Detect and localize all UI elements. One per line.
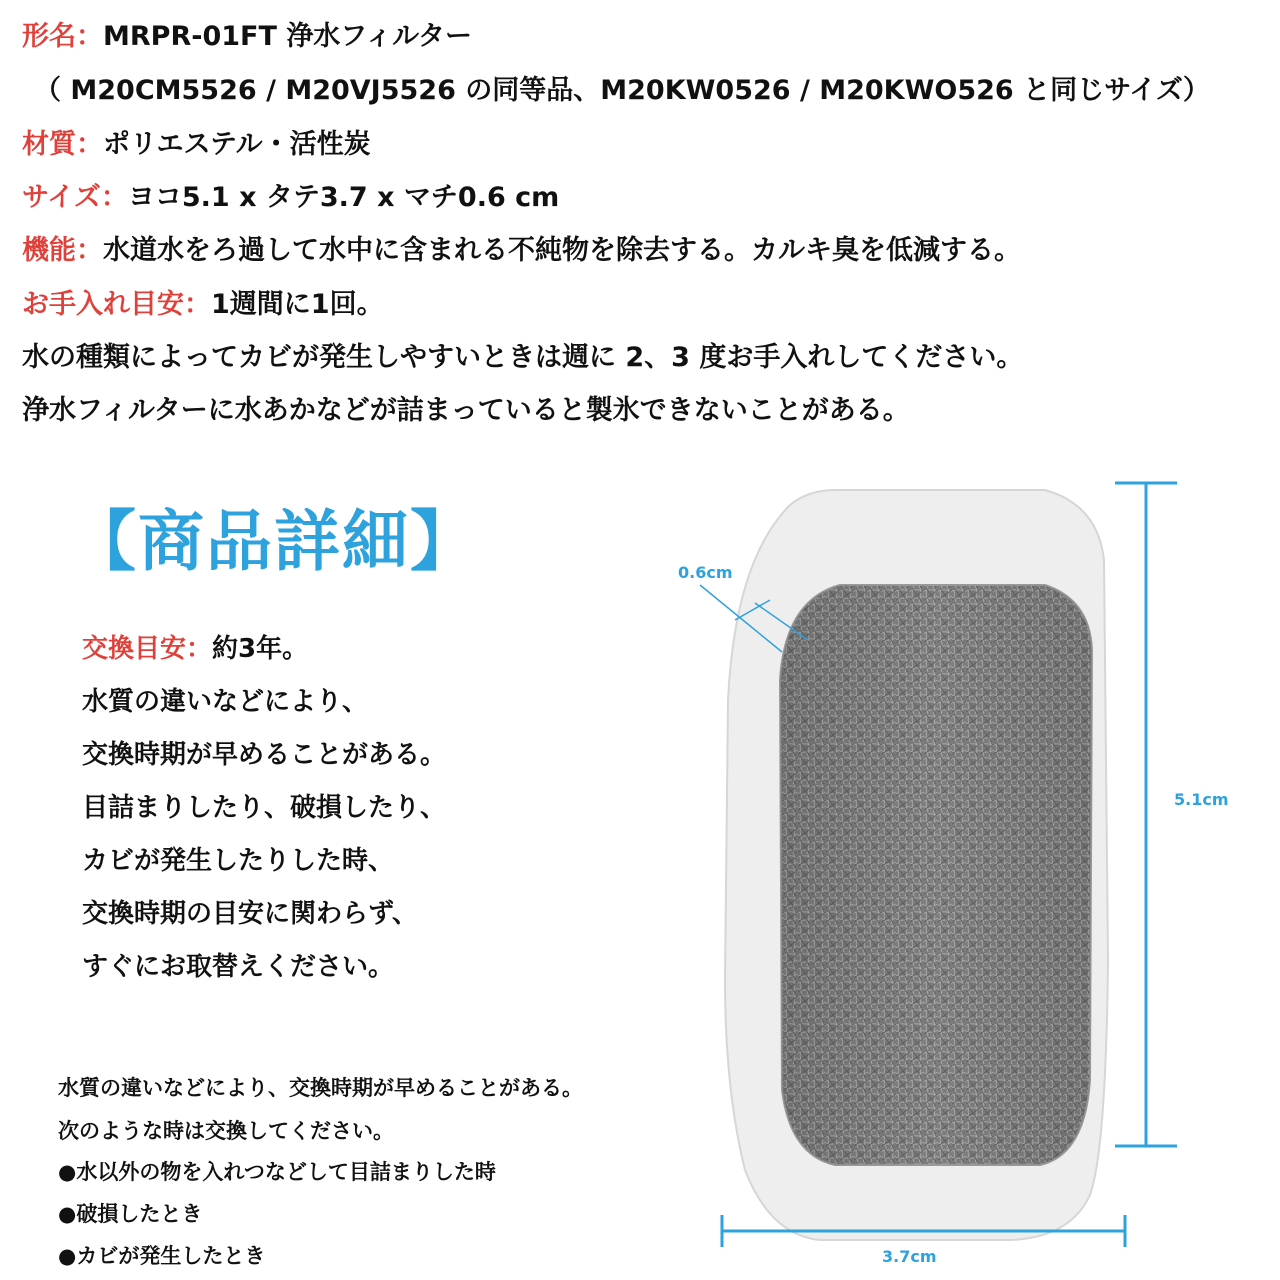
height-dimension-line <box>1115 483 1177 1146</box>
detail-line: 交換時期が早めることがある。 <box>82 740 447 770</box>
depth-label: 0.6cm <box>678 563 733 582</box>
spec-model-value: MRPR-01FT 浄水フィルター <box>103 21 473 52</box>
spec-size-value: ヨコ5.1 x タテ3.7 x マチ0.6 cm <box>127 182 560 213</box>
replace-label: 交換目安： <box>82 634 213 664</box>
care-line-2: 水の種類によってカビが発生しやすいときは週に 2、3 度お手入れしてください。 <box>22 342 1024 373</box>
spec-model-label: 形名： <box>22 21 103 52</box>
detail-line: 目詰まりしたり、破損したり、 <box>82 793 447 823</box>
note-line: ●水以外の物を入れつなどして目詰まりした時 <box>58 1160 496 1184</box>
detail-line: 水質の違いなどにより、 <box>82 687 369 717</box>
spec-compat-value: （ M20CM5526 / M20VJ5526 の同等品、M20KW0526 / M20KWO526 と同じサイズ） <box>34 75 1210 106</box>
replace-value: 約3年。 <box>212 634 309 664</box>
note-line: ●破損したとき <box>58 1202 203 1226</box>
width-label: 3.7cm <box>882 1247 937 1266</box>
note-line: 次のような時は交換してください。 <box>58 1119 394 1143</box>
spec-material-value: ポリエステル・活性炭 <box>103 129 371 160</box>
spec-function-label: 機能： <box>22 235 103 266</box>
note-line: ●カビが発生したとき <box>58 1244 266 1268</box>
spec-function-value: 水道水をろ過して水中に含まれる不純物を除去する。カルキ臭を低減する。 <box>103 235 1021 266</box>
care-line-3: 浄水フィルターに水あかなどが詰まっていると製氷できないことがある。 <box>22 395 910 426</box>
section-title-details: 【商品詳細】 <box>70 503 478 580</box>
detail-line: 交換時期の目安に関わらず、 <box>82 899 418 929</box>
spec-care-value: 1週間に1回。 <box>211 289 384 320</box>
detail-line: すぐにお取替えください。 <box>82 952 395 982</box>
spec-size-label: サイズ： <box>22 182 128 213</box>
note-line: 水質の違いなどにより、交換時期が早めることがある。 <box>58 1076 583 1100</box>
detail-line: カビが発生したりした時、 <box>82 846 395 876</box>
spec-material-label: 材質： <box>22 129 103 160</box>
height-label: 5.1cm <box>1174 790 1229 809</box>
spec-care-label: お手入れ目安： <box>22 289 211 320</box>
